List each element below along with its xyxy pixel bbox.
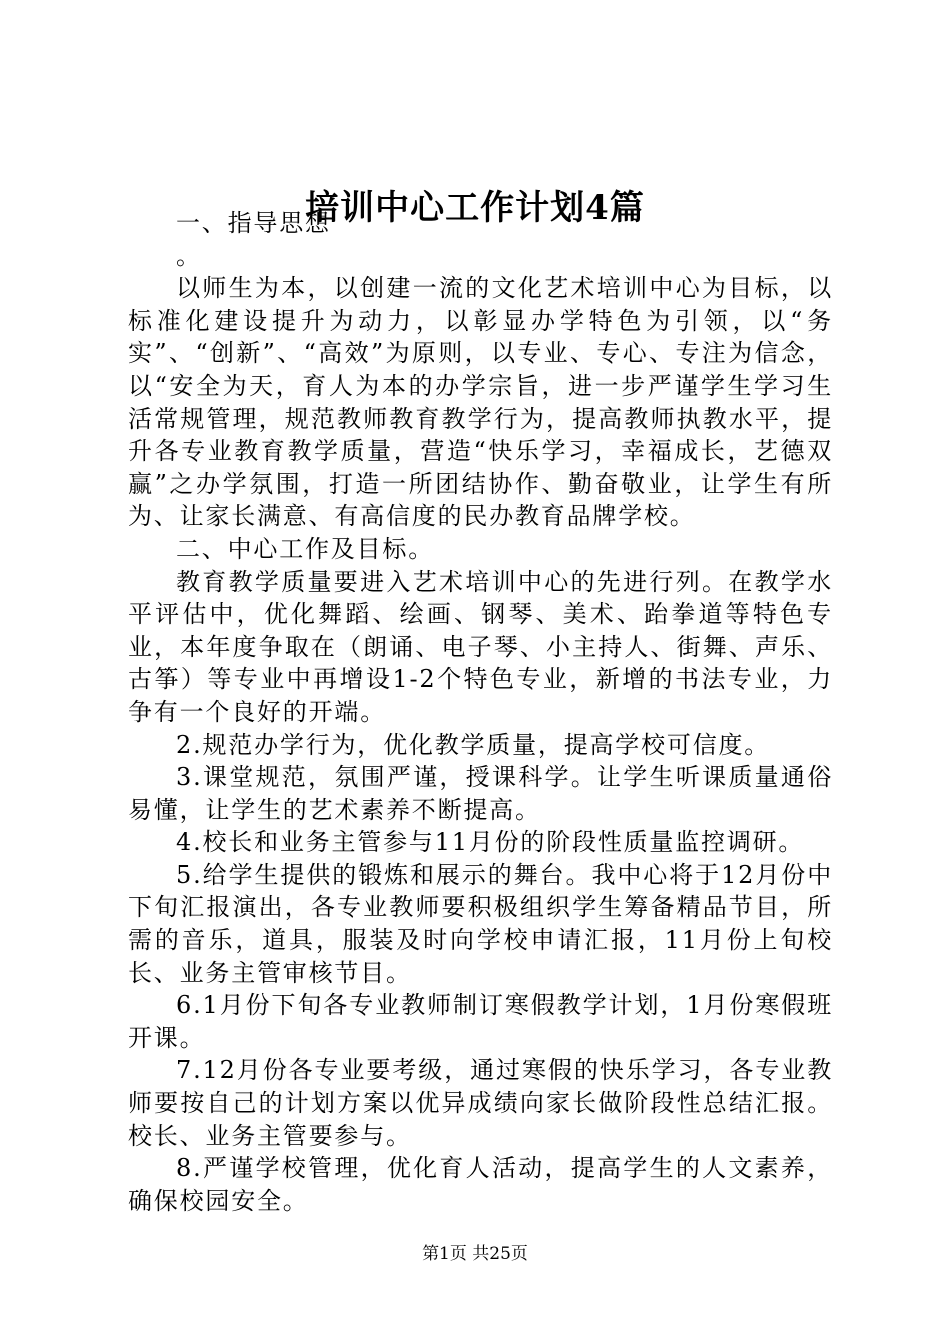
list-item: 3.课堂规范，氛围严谨，授课科学。让学生听课质量通俗易懂，让学生的艺术素养不断提高。	[128, 763, 833, 824]
list-item: 7.12月份各专业要考级，通过寒假的快乐学习，各专业教师要按自己的计划方案以优异成绩向家长做阶段性总结汇报。校长、业务主管要参与。	[128, 1056, 833, 1150]
paragraph: 。	[176, 241, 202, 270]
paragraph: 以师生为本，以创建一流的文化艺术培训中心为目标，以标准化建设提升为动力，以彰显办学特色为引领，以“务实”、“创新”、“高效”为原则，以专业、专心、专注为信念，以“安全为天，育人为本的办学宗旨，进一步严谨学生学习生活常规管理，规范教师教育教学行为，提高教师执教水平，提升各专业教育教学质量，营造“快乐学习，幸福成长，艺德双赢”之办学氛围，打造一所团结协作、勤奋敬业，让学生有所为、让家长满意、有高信度的民办教育品牌学校。	[128, 274, 833, 531]
list-item: 2.规范办学行为，优化教学质量，提高学校可信度。	[176, 730, 771, 759]
section-heading-work-and-goals: 二、中心工作及目标。	[176, 534, 434, 563]
document-body	[128, 207, 833, 1217]
paragraph: 教育教学质量要进入艺术培训中心的先进行列。在教学水平评估中，优化舞蹈、绘画、钢琴、美术、跆拳道等特色专业，本年度争取在（朗诵、电子琴、小主持人、街舞、声乐、古筝）等专业中再增设1-2个特色专业，新增的书法专业，力争有一个良好的开端。	[128, 567, 833, 726]
list-item: 4.校长和业务主管参与11月份的阶段性质量监控调研。	[176, 828, 805, 857]
list-item: 6.1月份下旬各专业教师制订寒假教学计划，1月份寒假班开课。	[128, 991, 833, 1052]
document-title: 培训中心工作计划4篇	[305, 188, 645, 228]
page-footer: 第1页 共25页	[422, 1244, 528, 1264]
section-heading-guiding-ideology: 一、指导思想	[176, 209, 331, 237]
list-item: 8.严谨学校管理，优化育人活动，提高学生的人文素养，确保校园安全。	[128, 1154, 833, 1215]
list-item: 5.给学生提供的锻炼和展示的舞台。我中心将于12月份中下旬汇报演出，各专业教师要积极组织学生筹备精品节目，所需的音乐，道具，服装及时向学校申请汇报，11月份上旬校长、业务主管审核节目。	[128, 860, 833, 987]
